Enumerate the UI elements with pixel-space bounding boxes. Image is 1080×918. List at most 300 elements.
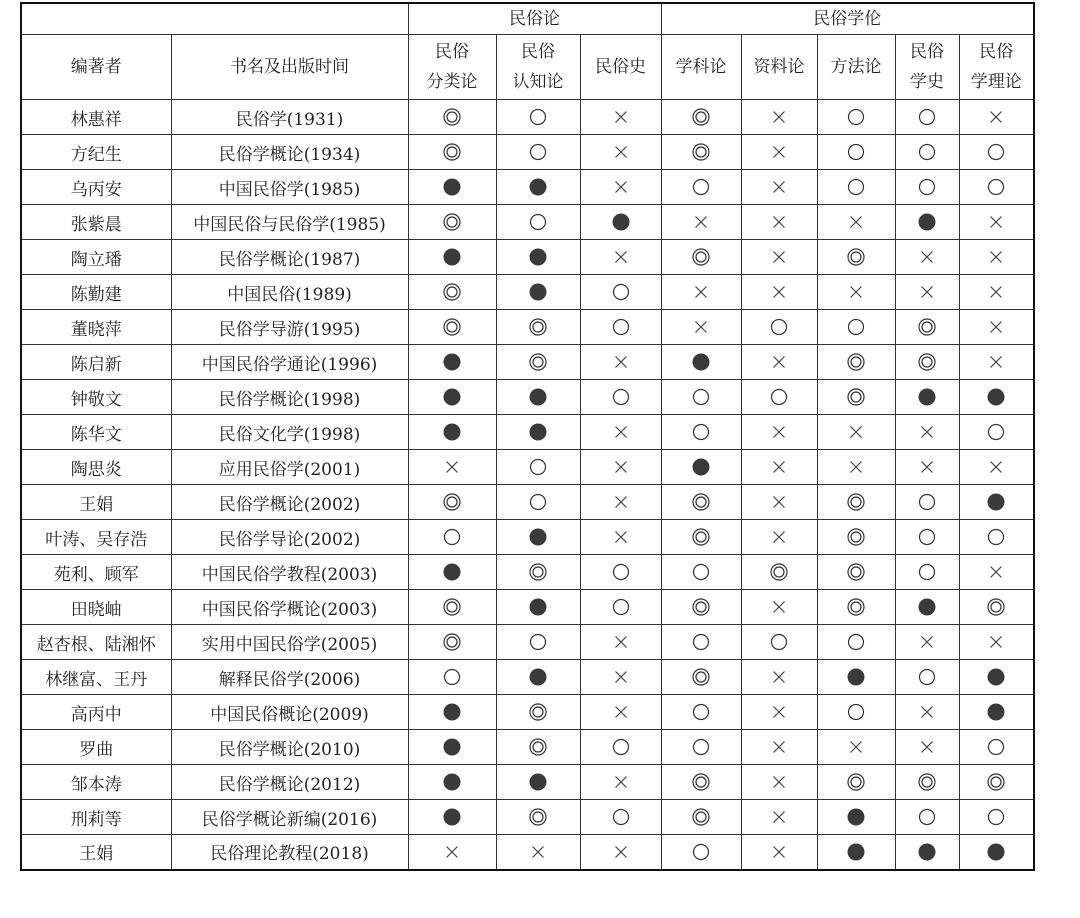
cross-icon — [986, 457, 1006, 477]
cross-icon — [846, 212, 866, 232]
mark-cell — [496, 625, 580, 660]
mark-cell — [959, 485, 1034, 520]
mark-cell — [496, 240, 580, 275]
mark-cell — [496, 520, 580, 555]
cross-icon — [769, 107, 789, 127]
filled-circle-icon — [528, 247, 548, 267]
book-cell: 民俗学(1931) — [171, 100, 408, 135]
author-cell: 董晓萍 — [21, 310, 171, 345]
mark-cell — [408, 800, 496, 835]
cross-icon — [769, 842, 789, 862]
mark-cell — [661, 695, 741, 730]
mark-cell — [580, 345, 661, 380]
mark-cell — [895, 835, 959, 870]
double-circle-icon — [442, 632, 462, 652]
filled-circle-icon — [442, 702, 462, 722]
mark-cell — [408, 730, 496, 765]
double-circle-icon — [528, 352, 548, 372]
double-circle-icon — [528, 737, 548, 757]
mark-cell — [741, 205, 817, 240]
open-circle-icon — [986, 177, 1006, 197]
book-cell: 民俗学概论新编(2016) — [171, 800, 408, 835]
mark-cell — [496, 380, 580, 415]
book-cell: 中国民俗学通论(1996) — [171, 345, 408, 380]
double-circle-icon — [846, 562, 866, 582]
book-cell: 解释民俗学(2006) — [171, 660, 408, 695]
mark-cell — [817, 310, 895, 345]
mark-cell — [741, 625, 817, 660]
cross-icon — [846, 422, 866, 442]
mark-cell — [661, 450, 741, 485]
table-row — [21, 100, 1034, 135]
mark-cell — [661, 380, 741, 415]
double-circle-icon — [691, 597, 711, 617]
mark-cell — [817, 415, 895, 450]
open-circle-icon — [528, 107, 548, 127]
book-cell: 民俗学概论(2002) — [171, 485, 408, 520]
mark-cell — [580, 520, 661, 555]
mark-cell — [895, 800, 959, 835]
mark-cell — [408, 835, 496, 870]
double-circle-icon — [691, 667, 711, 687]
filled-circle-icon — [846, 667, 866, 687]
mark-cell — [817, 730, 895, 765]
mark-cell — [408, 415, 496, 450]
open-circle-icon — [691, 177, 711, 197]
mark-cell — [817, 240, 895, 275]
author-cell: 王娟 — [21, 835, 171, 870]
cross-icon — [611, 352, 631, 372]
double-circle-icon — [528, 702, 548, 722]
cross-icon — [611, 422, 631, 442]
open-circle-icon — [691, 562, 711, 582]
mark-cell — [895, 310, 959, 345]
mark-cell — [661, 730, 741, 765]
mark-cell — [496, 170, 580, 205]
book-cell: 民俗学概论(1987) — [171, 240, 408, 275]
mark-cell — [496, 695, 580, 730]
mark-cell — [895, 100, 959, 135]
cross-icon — [769, 772, 789, 792]
book-cell: 民俗学概论(1998) — [171, 380, 408, 415]
mark-cell — [741, 380, 817, 415]
mark-cell — [959, 835, 1034, 870]
double-circle-icon — [442, 597, 462, 617]
open-circle-icon — [917, 667, 937, 687]
cross-icon — [769, 352, 789, 372]
cross-icon — [917, 457, 937, 477]
mark-cell — [959, 240, 1034, 275]
mark-cell — [895, 660, 959, 695]
open-circle-icon — [528, 457, 548, 477]
mark-cell — [408, 555, 496, 590]
open-circle-icon — [528, 212, 548, 232]
double-circle-icon — [691, 142, 711, 162]
mark-cell — [661, 555, 741, 590]
mark-cell — [895, 485, 959, 520]
double-circle-icon — [691, 492, 711, 512]
table-row — [21, 730, 1034, 765]
cross-icon — [917, 737, 937, 757]
double-circle-icon — [442, 317, 462, 337]
cross-icon — [917, 422, 937, 442]
open-circle-icon — [846, 177, 866, 197]
mark-cell — [741, 170, 817, 205]
open-circle-icon — [611, 737, 631, 757]
mark-cell — [580, 450, 661, 485]
open-circle-icon — [769, 632, 789, 652]
filled-circle-icon — [442, 772, 462, 792]
cross-icon — [769, 737, 789, 757]
column-header-line: 民俗 — [979, 42, 1014, 62]
table-row — [21, 765, 1034, 800]
mark-cell — [895, 345, 959, 380]
filled-circle-icon — [528, 387, 548, 407]
filled-circle-icon — [917, 212, 937, 232]
author-cell: 方纪生 — [21, 135, 171, 170]
author-cell: 陈启新 — [21, 345, 171, 380]
book-cell: 民俗文化学(1998) — [171, 415, 408, 450]
mark-cell — [959, 100, 1034, 135]
double-circle-icon — [846, 387, 866, 407]
table-row — [21, 520, 1034, 555]
mark-cell — [661, 275, 741, 310]
cross-icon — [769, 807, 789, 827]
mark-cell — [661, 625, 741, 660]
mark-cell — [496, 345, 580, 380]
open-circle-icon — [442, 667, 462, 687]
table-row — [21, 275, 1034, 310]
author-cell: 田晓岫 — [21, 590, 171, 625]
filled-circle-icon — [442, 562, 462, 582]
mark-cell — [661, 590, 741, 625]
open-circle-icon — [917, 562, 937, 582]
open-circle-icon — [986, 142, 1006, 162]
cross-icon — [986, 212, 1006, 232]
author-cell: 叶涛、吴存浩 — [21, 520, 171, 555]
mark-cell — [661, 310, 741, 345]
filled-circle-icon — [917, 387, 937, 407]
mark-cell — [496, 590, 580, 625]
column-header-line: 民俗史 — [595, 57, 646, 77]
column-header-folklore-theory — [959, 35, 1034, 100]
mark-cell — [661, 135, 741, 170]
column-header-cognition — [496, 35, 580, 100]
cross-icon — [611, 107, 631, 127]
mark-cell — [895, 380, 959, 415]
filled-circle-icon — [528, 772, 548, 792]
double-circle-icon — [846, 352, 866, 372]
open-circle-icon — [846, 702, 866, 722]
book-cell: 民俗学概论(2010) — [171, 730, 408, 765]
mark-cell — [580, 275, 661, 310]
open-circle-icon — [917, 492, 937, 512]
filled-circle-icon — [528, 527, 548, 547]
author-cell: 林惠祥 — [21, 100, 171, 135]
mark-cell — [895, 170, 959, 205]
cross-icon — [611, 457, 631, 477]
cross-icon — [611, 527, 631, 547]
mark-cell — [408, 765, 496, 800]
mark-cell — [817, 590, 895, 625]
cross-icon — [769, 142, 789, 162]
mark-cell — [408, 275, 496, 310]
mark-cell — [959, 660, 1034, 695]
mark-cell — [408, 625, 496, 660]
table-row — [21, 450, 1034, 485]
cross-icon — [611, 492, 631, 512]
mark-cell — [959, 135, 1034, 170]
column-header-line: 分类论 — [426, 72, 478, 92]
mark-cell — [741, 835, 817, 870]
open-circle-icon — [986, 737, 1006, 757]
mark-cell — [817, 695, 895, 730]
double-circle-icon — [442, 282, 462, 302]
double-circle-icon — [986, 772, 1006, 792]
filled-circle-icon — [528, 667, 548, 687]
mark-cell — [496, 765, 580, 800]
filled-circle-icon — [528, 597, 548, 617]
mark-cell — [496, 415, 580, 450]
mark-cell — [741, 450, 817, 485]
table-row — [21, 380, 1034, 415]
double-circle-icon — [846, 492, 866, 512]
double-circle-icon — [986, 597, 1006, 617]
mark-cell — [959, 625, 1034, 660]
mark-cell — [895, 450, 959, 485]
column-header-line: 方法论 — [830, 57, 882, 77]
mark-cell — [959, 380, 1034, 415]
mark-cell — [959, 555, 1034, 590]
open-circle-icon — [611, 282, 631, 302]
mark-cell — [817, 835, 895, 870]
author-cell: 赵杏根、陆湘怀 — [21, 625, 171, 660]
column-header-author: 编著者 — [21, 35, 171, 100]
mark-cell — [408, 485, 496, 520]
mark-cell — [741, 695, 817, 730]
open-circle-icon — [846, 317, 866, 337]
mark-cell — [408, 205, 496, 240]
cross-icon — [611, 702, 631, 722]
open-circle-icon — [611, 597, 631, 617]
author-cell: 钟敬文 — [21, 380, 171, 415]
mark-cell — [817, 100, 895, 135]
cross-icon — [528, 842, 548, 862]
book-cell: 中国民俗与民俗学(1985) — [171, 205, 408, 240]
author-cell: 林继富、王丹 — [21, 660, 171, 695]
open-circle-icon — [442, 527, 462, 547]
author-cell: 苑利、顾军 — [21, 555, 171, 590]
column-header-folklore-history — [895, 35, 959, 100]
mark-cell — [741, 345, 817, 380]
mark-cell — [408, 240, 496, 275]
mark-cell — [895, 275, 959, 310]
mark-cell — [959, 695, 1034, 730]
mark-cell — [580, 205, 661, 240]
filled-circle-icon — [917, 842, 937, 862]
book-cell: 中国民俗学教程(2003) — [171, 555, 408, 590]
column-header-line: 学理论 — [970, 72, 1022, 92]
mark-cell — [959, 170, 1034, 205]
cross-icon — [986, 562, 1006, 582]
mark-cell — [496, 100, 580, 135]
column-header-line: 认知论 — [512, 72, 564, 92]
open-circle-icon — [611, 387, 631, 407]
group-header-minsulun: 民俗论 — [408, 3, 661, 35]
open-circle-icon — [917, 527, 937, 547]
open-circle-icon — [691, 422, 711, 442]
header-blank-cell — [21, 3, 408, 35]
filled-circle-icon — [846, 842, 866, 862]
filled-circle-icon — [917, 597, 937, 617]
filled-circle-icon — [442, 247, 462, 267]
table-row — [21, 555, 1034, 590]
filled-circle-icon — [442, 387, 462, 407]
open-circle-icon — [986, 527, 1006, 547]
filled-circle-icon — [691, 352, 711, 372]
mark-cell — [661, 170, 741, 205]
column-header-book: 书名及出版时间 — [171, 35, 408, 100]
cross-icon — [986, 282, 1006, 302]
cross-icon — [986, 352, 1006, 372]
column-header-classification — [408, 35, 496, 100]
table-row — [21, 415, 1034, 450]
mark-cell — [580, 660, 661, 695]
open-circle-icon — [769, 387, 789, 407]
column-header-line: 民俗 — [910, 42, 944, 62]
open-circle-icon — [846, 107, 866, 127]
double-circle-icon — [769, 562, 789, 582]
mark-cell — [408, 170, 496, 205]
mark-cell — [496, 730, 580, 765]
filled-circle-icon — [528, 422, 548, 442]
table-body — [21, 100, 1034, 870]
table-row — [21, 310, 1034, 345]
author-cell: 陈勤建 — [21, 275, 171, 310]
open-circle-icon — [917, 107, 937, 127]
mark-cell — [741, 485, 817, 520]
mark-cell — [741, 590, 817, 625]
cross-icon — [769, 527, 789, 547]
mark-cell — [959, 415, 1034, 450]
mark-cell — [817, 800, 895, 835]
double-circle-icon — [917, 352, 937, 372]
comparison-table — [20, 2, 1035, 871]
mark-cell — [496, 485, 580, 520]
table-row — [21, 660, 1034, 695]
double-circle-icon — [528, 317, 548, 337]
column-header-history — [580, 35, 661, 100]
mark-cell — [741, 660, 817, 695]
mark-cell — [817, 450, 895, 485]
mark-cell — [817, 520, 895, 555]
mark-cell — [959, 450, 1034, 485]
mark-cell — [895, 415, 959, 450]
double-circle-icon — [691, 107, 711, 127]
author-cell: 张紫晨 — [21, 205, 171, 240]
mark-cell — [580, 695, 661, 730]
mark-cell — [817, 170, 895, 205]
mark-cell — [408, 520, 496, 555]
mark-cell — [496, 660, 580, 695]
double-circle-icon — [846, 597, 866, 617]
filled-circle-icon — [846, 807, 866, 827]
open-circle-icon — [846, 632, 866, 652]
double-circle-icon — [917, 772, 937, 792]
mark-cell — [817, 660, 895, 695]
cross-icon — [986, 247, 1006, 267]
mark-cell — [741, 520, 817, 555]
mark-cell — [741, 275, 817, 310]
mark-cell — [741, 765, 817, 800]
filled-circle-icon — [442, 352, 462, 372]
filled-circle-icon — [442, 807, 462, 827]
mark-cell — [895, 730, 959, 765]
group-header-minsuxuelun: 民俗学伦 — [661, 3, 1034, 35]
mark-cell — [580, 730, 661, 765]
double-circle-icon — [846, 247, 866, 267]
mark-cell — [741, 310, 817, 345]
open-circle-icon — [528, 632, 548, 652]
book-cell: 民俗学概论(2012) — [171, 765, 408, 800]
mark-cell — [496, 835, 580, 870]
mark-cell — [959, 275, 1034, 310]
open-circle-icon — [691, 842, 711, 862]
author-cell: 邹本涛 — [21, 765, 171, 800]
mark-cell — [580, 555, 661, 590]
mark-cell — [661, 240, 741, 275]
filled-circle-icon — [986, 667, 1006, 687]
cross-icon — [846, 282, 866, 302]
double-circle-icon — [846, 527, 866, 547]
table-row — [21, 835, 1034, 870]
author-cell: 罗曲 — [21, 730, 171, 765]
book-cell: 应用民俗学(2001) — [171, 450, 408, 485]
mark-cell — [661, 835, 741, 870]
mark-cell — [741, 415, 817, 450]
mark-cell — [895, 555, 959, 590]
author-cell: 高丙中 — [21, 695, 171, 730]
mark-cell — [959, 345, 1034, 380]
author-cell: 陈华文 — [21, 415, 171, 450]
mark-cell — [959, 205, 1034, 240]
mark-cell — [895, 765, 959, 800]
double-circle-icon — [442, 107, 462, 127]
cross-icon — [691, 282, 711, 302]
column-header-materials — [741, 35, 817, 100]
mark-cell — [580, 835, 661, 870]
mark-cell — [408, 135, 496, 170]
mark-cell — [661, 765, 741, 800]
open-circle-icon — [611, 807, 631, 827]
mark-cell — [741, 240, 817, 275]
open-circle-icon — [528, 492, 548, 512]
cross-icon — [691, 212, 711, 232]
cross-icon — [611, 142, 631, 162]
cross-icon — [611, 667, 631, 687]
mark-cell — [408, 100, 496, 135]
column-header-line: 资料论 — [753, 57, 805, 77]
filled-circle-icon — [528, 282, 548, 302]
mark-cell — [959, 310, 1034, 345]
filled-circle-icon — [442, 177, 462, 197]
mark-cell — [661, 660, 741, 695]
column-header-line: 民俗 — [521, 42, 555, 62]
cross-icon — [611, 177, 631, 197]
mark-cell — [580, 625, 661, 660]
mark-cell — [817, 765, 895, 800]
author-cell: 陶思炎 — [21, 450, 171, 485]
